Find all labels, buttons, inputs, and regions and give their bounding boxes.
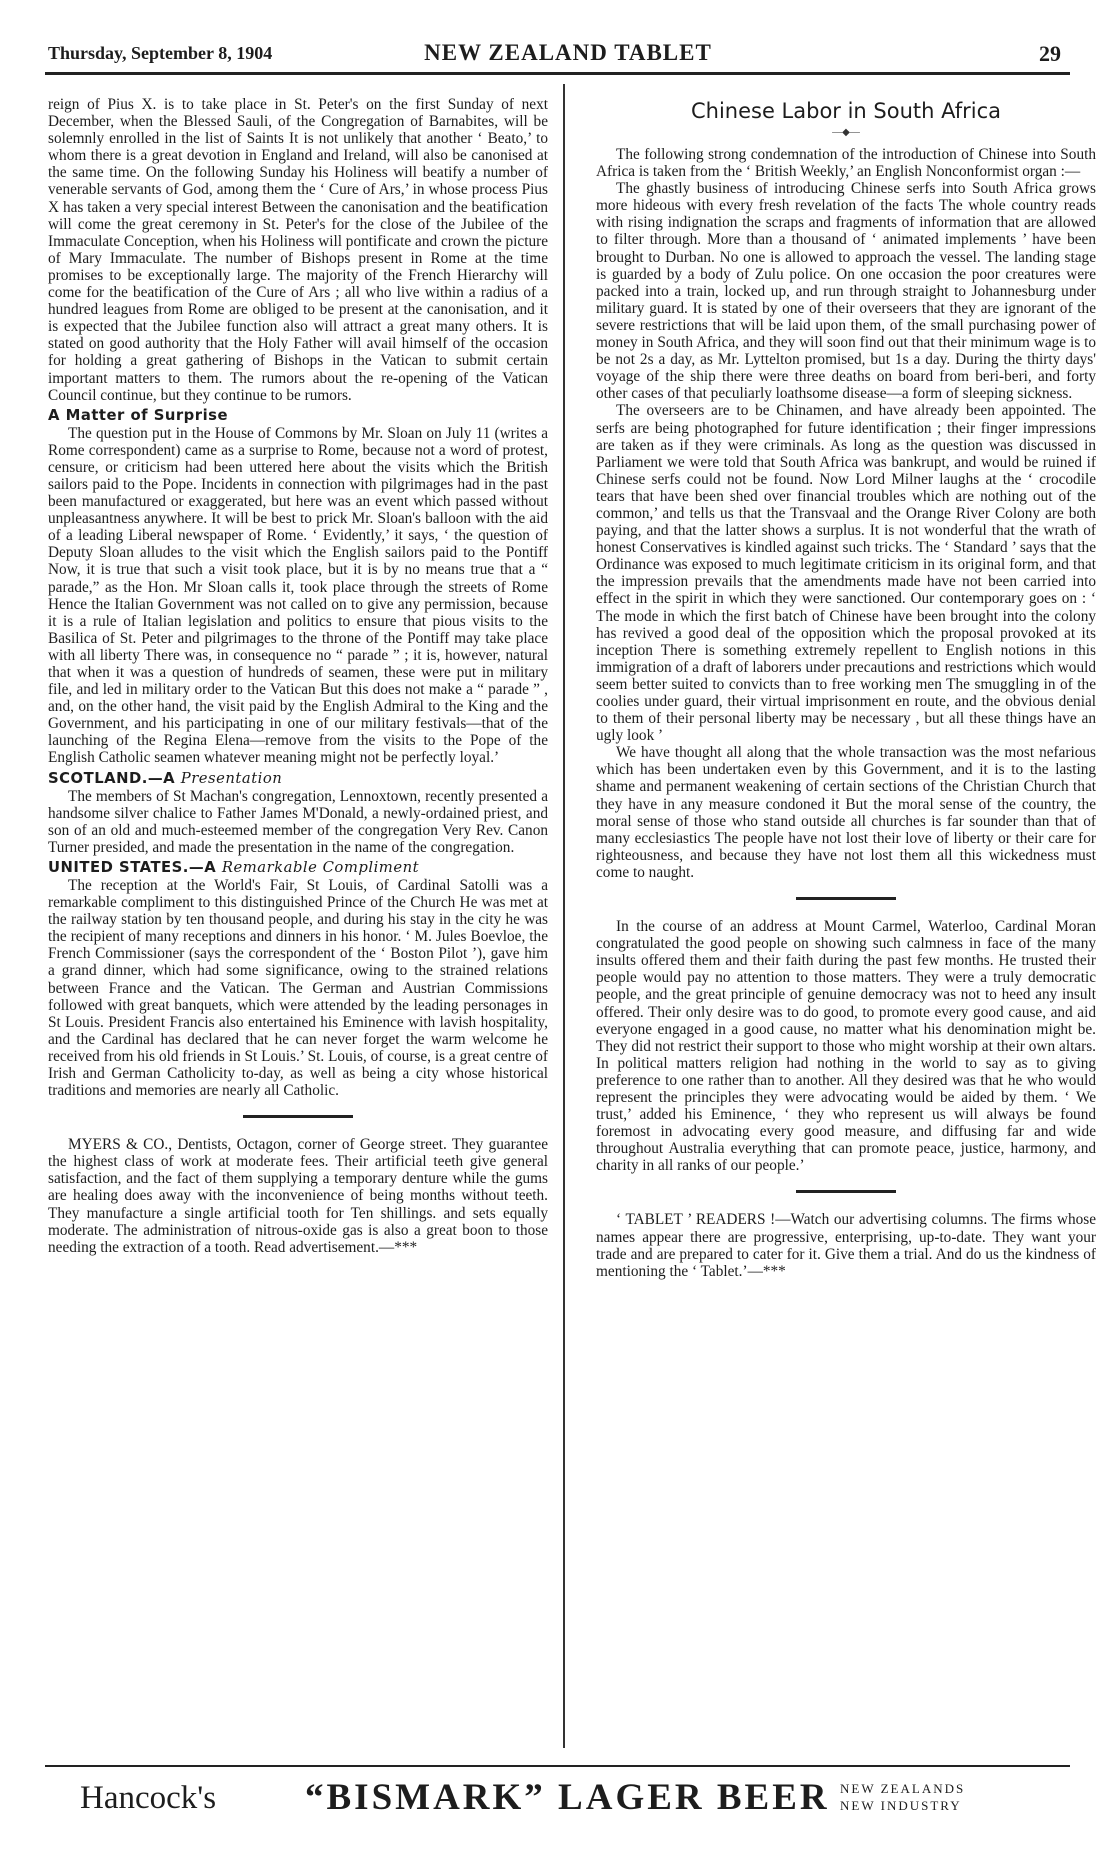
overseers-paragraph: The overseers are to be Chinamen, and have already been appointed. The serfs are being photographed for future identification ; their finger impressions are taken as if they were criminals. As long as the question was discussed in Parliament we were told that South Africa was bankrupt, and would be ruined if Chinese serfs could not be found. Now Lord Milner laughs at the ‘ crocodile tears that have been shed over financial troubles which are nothing out of the common,’ and tells us that the Transvaal and the Orange River Colony are both paying, and that the latter shows a surplus. It is not wonderful that the wrath of honest Conservatives is kindled against such tricks. The ‘ Standard ’ says that the Ordinance was exposed to much legitimate criticism in its original form, and that the impression prevails that the amendments made have not been carried into effect in the spirit in which they were sanctioned. Our contemporary goes on : ‘ The mode in which the first batch of Chinese have been brought into the colony has revived a good deal of the opposition which the proposal provoked at its inception There is something extremely repellent to English notions in this immigration of a draft of laborers under precautions and restrictions which would seem better suited to convicts than to free working men The smuggling in of the coolies under guard, their virtual imprisonment en route, and the obvious denial to them of their personal liberty may be necessary , but all these things have an ugly look ’: [596, 402, 1096, 745]
nz-industry-tagline: [840, 1780, 965, 1814]
right-column: [596, 100, 1096, 1280]
footer-advertisement: [80, 1772, 1060, 1842]
scotland-paragraph: The members of St Machan's congregation, Lennoxtown, recently presented a handsome silver chalice to Father James M'Donald, a newly-ordained priest, and son of an old and much-esteemed member of the congregation Very Rev. Canon Turner presided, and made the presentation in the name of the congregation.: [48, 787, 548, 856]
intro-paragraph: The following strong condemnation of the introduction of Chinese into South Africa is taken from the ‘ British Weekly,’ an English Nonconformist organ :—: [596, 146, 1096, 181]
masthead-title: NEW ZEALAND TABLET: [424, 40, 712, 65]
ghastly-business-paragraph: The ghastly business of introducing Chinese serfs into South Africa grows more hideous with every fresh revelation of the facts The whole country reads with rising indignation the scraps and fragments of information that are allowed to filter through. More than a thousand of ‘ animated implements ’ have been brought to Durban. No one is allowed to approach the vessel. The landing stage is guarded by a body of Zulu police. On one occasion the poor creatures were packed into a train, locked up, and run through straight to Johannesburg under military guard. It is stated by one of their overseers that they are ignorant of the severe restrictions that will be laid upon them, of the small purchasing power of money in South Africa, and they will soon find out that their minimum wage is to be not 2s a day, as Mr. Lyttelton promised, but 1s a day. During the thirty days' voyage of the ship there were three deaths on board from beri-beri, and forty other cases of that peculiarly loathsome disease—a form of sleeping sickness.: [596, 180, 1096, 403]
transaction-paragraph: We have thought all along that the whole transaction was the most nefarious which has been undertaken even by this Government, and it is to the lasting shame and permanent weakening of certain sections of the Christian Church that they have in any measure condoned it But the moral sense of the country, the moral sense of those who stand outside all churches is far sounder than that of many ecclesiastics The people have not lost their love of liberty or their care for righteousness, and because they have not lost them all this wickedness must come to naught.: [596, 744, 1096, 881]
title-ornament: —◆—: [832, 127, 860, 138]
section-separator: [796, 897, 896, 900]
left-column: [48, 96, 548, 1256]
united-states-heading-prefix: UNITED STATES.—A: [48, 858, 217, 876]
myers-dentists-notice: [48, 1136, 548, 1256]
page-header: [48, 40, 1066, 68]
header-rule: [45, 72, 1070, 75]
article-title: Chinese Labor in South Africa: [690, 99, 1002, 123]
united-states-paragraph: The reception at the World's Fair, St Louis, of Cardinal Satolli was a remarkable compliment to this distinguished Prince of the Church He was met at the railway station by ten thousand people, and during his stay in the city he was the recipient of many receptions and dinners in his honor. ‘ M. Jules Boevloe, the French Commissioner (says the correspondent of the ‘ Boston Pilot ’), gave him a grand dinner, which had some significance, owing to the strained relations between France and the Vatican. The German and Austrian Commissions followed with great banquets, which were attended by the leading personages in St Louis. President Francis also entertained his Eminence with lavish hospitality, and the Cardinal has declared that he can never forget the warm welcome he received from his old friends in St Louis.’ St. Louis, of course, is a great centre of Irish and German Catholicity to-day, as well as being a city whose historical traditions and memories are nearly all Catholic.: [48, 876, 548, 1100]
tablet-readers-notice: [596, 1211, 1096, 1279]
nz-tagline-line1: NEW ZEALANDS: [840, 1781, 966, 1796]
myers-dentists-text: MYERS & CO., Dentists, Octagon, corner of George street. They guarantee the highest class of work at moderate fees. Their artificial teeth give general satisfaction, and the fact of them supplying a temporary denture while the gums are healing does away with the inconvenience of being months without teeth. They manufacture a single artificial tooth for Ten shillings. and sets equally moderate. The administration of nitrous-oxide gas is also a great boon to those needing the extraction of a tooth. Read advertisement.—***: [48, 1136, 548, 1256]
footer-rule: [45, 1765, 1070, 1767]
matter-of-surprise-heading: A Matter of Surprise: [48, 406, 228, 424]
tablet-readers-text: ‘ TABLET ’ READERS !—Watch our advertising columns. The firms whose names appear there are progressive, enterprising, up-to-date. They want your trade and are prepared to cater for it. Give them a trial. And do us the kindness of mentioning the ‘ Tablet.’—***: [596, 1211, 1096, 1280]
section-separator: [243, 1115, 353, 1118]
hancock-brand: Hancock's: [80, 1780, 217, 1816]
scotland-heading: [48, 770, 548, 788]
rome-canonisation-paragraph: reign of Pius X. is to take place in St. Peter's on the first Sunday of next December, when the Blessed Sauli, of the Congregation of Barnabites, will be solemnly enrolled in the list of Saints It is not unlikely that another ‘ Beato,’ to whom there is a great devotion in England and Ireland, will also be canonised at the same time. On the following Sunday his Holiness will beatify a number of venerable servants of God, among them the ‘ Cure of Ars,’ in whose process Pius X has taken a very special interest Between the canonisation and the beatification will come the great ceremony in St. Peter's for the close of the Jubilee of the Immaculate Conception, when his Holiness will pontificate and crown the picture of Mary Immaculate. The number of Bishops present in Rome at the time promises to be exceptionally large. The majority of the French Hierarchy will come for the beatification of the Cure of Ars ; all who live within a radius of a hundred leagues from Rome are obliged to be present at the canonisation, and it is expected that the Jubilee function also will attract a great many others. It is stated on good authority that the Holy Father will avail himself of the occasion for holding a great gathering of Bishops in the Vatican to submit certain important matters to them. The rumors about the re-opening of the Vatican Council continue, but they continue to be rumors.: [48, 96, 548, 404]
sloan-question-paragraph: The question put in the House of Commons by Mr. Sloan on July 11 (writes a Rome correspondent) came as a surprise to Rome, because not a word of protest, censure, or criticism had been uttered here about the visits which the British sailors paid to the Pope. Incidents in connection with pilgrimages had in the past been manufactured or exaggerated, but here was an event which passed without unpleasantness anywhere. It will be best to prick Mr. Sloan's balloon with the aid of a leading Liberal newspaper of Rome. ‘ Evidently,’ it says, ‘ the question of Deputy Sloan alludes to the visit which the English sailors paid to the Pontiff Now, it is true that such a visit took place, but it is by no means true that a “ parade,” as the Hon. Mr Sloan calls it, took place through the streets of Rome Hence the Italian Government was not called on to give any permission, because it is a rule of Italian legislation and politics to ensure that pious visits to the Basilica of St. Peter and pilgrimages to the throne of the Pontiff may take place with all liberty There was, in consequence no “ parade ” ; it is, however, natural that when it was a question of hundreds of seamen, these were put in military file, and led in military order to the Vatican But this does not make a “ parade ” , and, on the other hand, the visit paid by the English Admiral to the King and the Government, and his participating in one of our military festivals—that of the launching of the Regina Elena—remove from the visits to the Pope of the English Catholic seamen whatever meaning might not be perfectly loyal.’: [48, 424, 548, 767]
issue-date: Thursday, September 8, 1904: [48, 43, 273, 63]
united-states-heading: [48, 859, 548, 877]
united-states-heading-subject: Remarkable Compliment: [221, 858, 420, 876]
section-separator: [796, 1190, 896, 1193]
page-number: 29: [1039, 41, 1061, 66]
bismark-lager-beer: “BISMARK” LAGER BEER: [305, 1777, 830, 1818]
nz-tagline-line2: NEW INDUSTRY: [840, 1798, 962, 1813]
scotland-heading-subject: Presentation: [180, 769, 283, 787]
cardinal-moran-paragraph: In the course of an address at Mount Carmel, Waterloo, Cardinal Moran congratulated the good people on showing such calmness in face of the many insults offered them and their faith during the past few months. He trusted their people would pay no attention to those matters. They were a truly democratic people, and the great principle of genuine democracy was not to heed any insult offered. Their only desire was to do good, to promote every good cause, and aid everyone engaged in a good cause, no matter what his denomination might be. They did not restrict their support to those who might worship at their own altars. In political matters religion had nothing in the world to say as to giving preference to one rather than to another. All they desired was that he who would represent the principles they were advocating would be aided by them. ‘ We trust,’ added his Eminence, ‘ they who represent us will always be found foremost in advocating every good measure, and diffusing far and wide throughout Australia everything that can promote peace, justice, harmony, and charity in all ranks of our people.’: [596, 918, 1096, 1175]
column-divider: [563, 84, 565, 1748]
scotland-heading-prefix: SCOTLAND.—A: [48, 769, 176, 787]
